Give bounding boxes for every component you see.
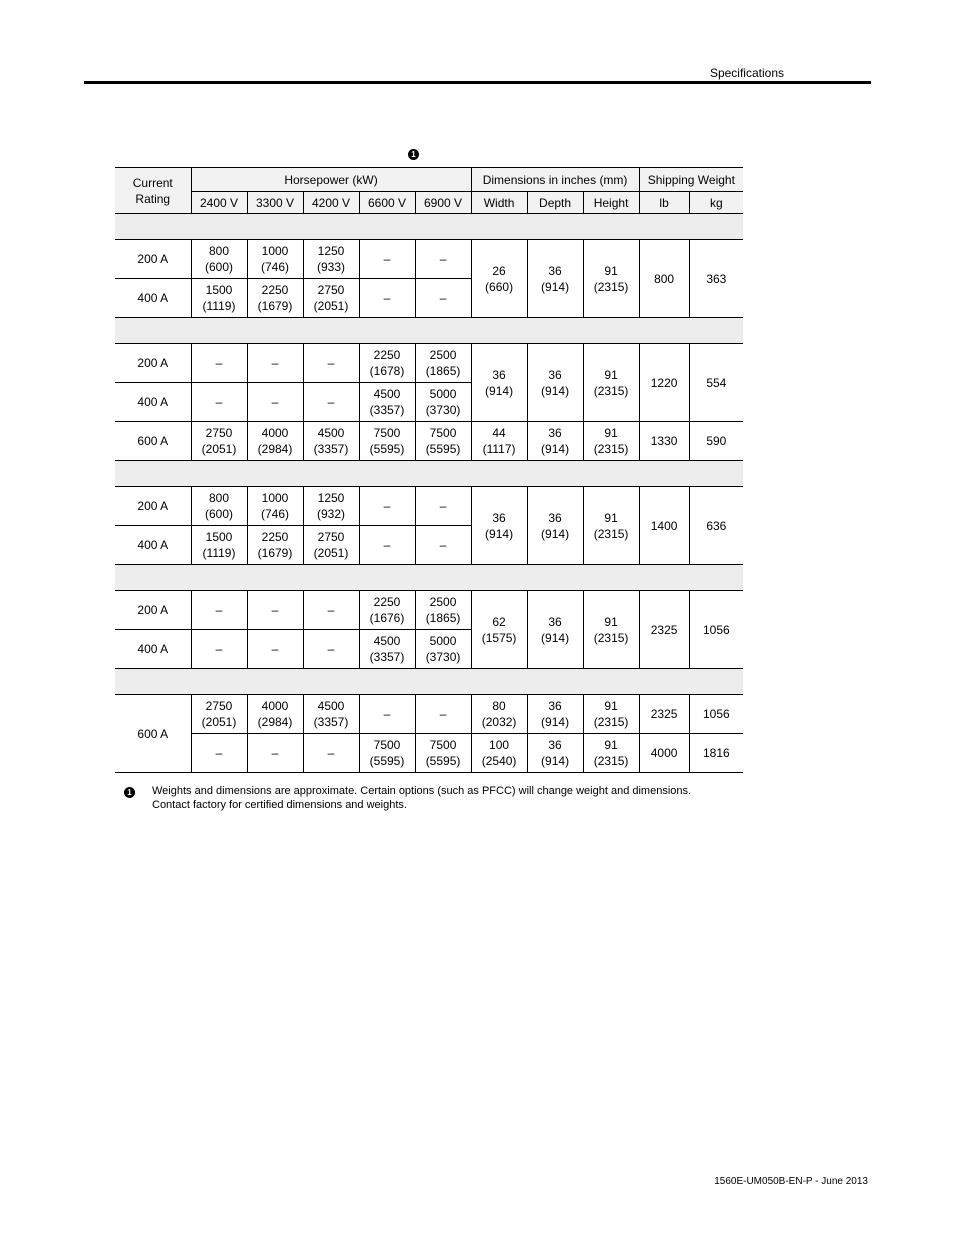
horsepower-cell: 5000 (3730) — [415, 383, 471, 422]
horsepower-cell: 1000 (746) — [247, 240, 303, 279]
lb-cell: 1400 — [639, 487, 689, 565]
width-cell: 80 (2032) — [471, 695, 527, 734]
width-cell: 36 (914) — [471, 344, 527, 422]
horsepower-cell: 2250 (1679) — [247, 526, 303, 565]
horsepower-cell: 7500 (5595) — [359, 734, 415, 773]
current-rating-cell: 200 A — [115, 240, 191, 279]
horsepower-cell: – — [247, 630, 303, 669]
height-cell: 91 (2315) — [583, 344, 639, 422]
voltage-header: 4200 V — [303, 192, 359, 214]
horsepower-cell: 1500 (1119) — [191, 279, 247, 318]
horsepower-cell: – — [191, 734, 247, 773]
horsepower-cell: 4500 (3357) — [303, 422, 359, 461]
horsepower-cell: 2500 (1865) — [415, 591, 471, 630]
horsepower-cell: 800 (600) — [191, 487, 247, 526]
header-row — [115, 168, 743, 192]
horsepower-cell: 1250 (932) — [303, 487, 359, 526]
horsepower-cell: – — [303, 344, 359, 383]
voltage-header: 3300 V — [247, 192, 303, 214]
current-rating-header: Current Rating — [115, 168, 191, 214]
dimension-header: Height — [583, 192, 639, 214]
horsepower-cell: 4500 (3357) — [359, 383, 415, 422]
horsepower-cell: – — [415, 240, 471, 279]
horsepower-cell: 2750 (2051) — [191, 695, 247, 734]
horsepower-cell: 2250 (1676) — [359, 591, 415, 630]
horsepower-cell: – — [191, 591, 247, 630]
horsepower-cell: 800 (600) — [191, 240, 247, 279]
kg-cell: 636 — [689, 487, 743, 565]
horsepower-cell: 1500 (1119) — [191, 526, 247, 565]
width-cell: 100 (2540) — [471, 734, 527, 773]
shipping-weight-header: Shipping Weight — [639, 168, 743, 192]
horsepower-cell: 2750 (2051) — [191, 422, 247, 461]
horsepower-cell: – — [191, 344, 247, 383]
horsepower-cell: 7500 (5595) — [359, 422, 415, 461]
header-rule — [84, 81, 871, 84]
horsepower-cell: 5000 (3730) — [415, 630, 471, 669]
height-cell: 91 (2315) — [583, 695, 639, 734]
dimension-header: Depth — [527, 192, 583, 214]
kg-cell: 1056 — [689, 591, 743, 669]
table-title-footnote-marker — [408, 148, 419, 160]
lb-cell: 1220 — [639, 344, 689, 422]
depth-cell: 36 (914) — [527, 344, 583, 422]
horsepower-cell: – — [303, 630, 359, 669]
footnote-line: Contact factory for certified dimensions and weights. — [152, 799, 407, 811]
current-rating-cell: 200 A — [115, 344, 191, 383]
horsepower-cell: – — [415, 526, 471, 565]
horsepower-cell: 7500 (5595) — [415, 734, 471, 773]
height-cell: 91 (2315) — [583, 240, 639, 318]
width-cell: 26 (660) — [471, 240, 527, 318]
horsepower-cell: – — [303, 591, 359, 630]
height-cell: 91 (2315) — [583, 422, 639, 461]
section-divider — [115, 214, 743, 240]
current-rating-cell: 400 A — [115, 630, 191, 669]
kg-cell: 590 — [689, 422, 743, 461]
height-cell: 91 (2315) — [583, 734, 639, 773]
current-rating-cell: 400 A — [115, 383, 191, 422]
section-divider-row — [115, 318, 743, 344]
depth-cell: 36 (914) — [527, 422, 583, 461]
horsepower-cell: – — [359, 487, 415, 526]
width-cell: 36 (914) — [471, 487, 527, 565]
table-row — [115, 695, 743, 734]
horsepower-cell: 4000 (2984) — [247, 422, 303, 461]
section-divider-row — [115, 461, 743, 487]
horsepower-header: Horsepower (kW) — [191, 168, 471, 192]
subheader-row — [115, 192, 743, 214]
horsepower-cell: – — [359, 526, 415, 565]
horsepower-cell: – — [415, 695, 471, 734]
table-row — [115, 422, 743, 461]
current-rating-cell: 200 A — [115, 591, 191, 630]
horsepower-cell: 2750 (2051) — [303, 526, 359, 565]
lb-cell: 2325 — [639, 695, 689, 734]
lb-cell: 2325 — [639, 591, 689, 669]
footnote-line: Weights and dimensions are approximate. Certain options (such as PFCC) will change weight and dimensions. — [152, 785, 692, 797]
footnote-marker-icon: 1 — [124, 787, 135, 798]
voltage-header: 2400 V — [191, 192, 247, 214]
table-row — [115, 344, 743, 383]
depth-cell: 36 (914) — [527, 734, 583, 773]
lb-cell: 4000 — [639, 734, 689, 773]
horsepower-cell: – — [247, 383, 303, 422]
horsepower-cell: – — [303, 734, 359, 773]
depth-cell: 36 (914) — [527, 591, 583, 669]
horsepower-cell: – — [359, 279, 415, 318]
table-row — [115, 240, 743, 279]
horsepower-cell: – — [415, 279, 471, 318]
current-rating-cell: 400 A — [115, 526, 191, 565]
depth-cell: 36 (914) — [527, 487, 583, 565]
horsepower-cell: 2250 (1679) — [247, 279, 303, 318]
horsepower-cell: 2750 (2051) — [303, 279, 359, 318]
horsepower-cell: – — [191, 383, 247, 422]
section-divider — [115, 565, 743, 591]
horsepower-cell: 4500 (3357) — [303, 695, 359, 734]
horsepower-cell: 2250 (1678) — [359, 344, 415, 383]
current-rating-cell: 600 A — [115, 422, 191, 461]
horsepower-cell: – — [359, 695, 415, 734]
kg-cell: 554 — [689, 344, 743, 422]
horsepower-cell: 4500 (3357) — [359, 630, 415, 669]
horsepower-cell: – — [191, 630, 247, 669]
depth-cell: 36 (914) — [527, 240, 583, 318]
horsepower-cell: – — [247, 734, 303, 773]
horsepower-cell: – — [247, 344, 303, 383]
section-divider-row — [115, 214, 743, 240]
kg-cell: 1816 — [689, 734, 743, 773]
voltage-header: 6600 V — [359, 192, 415, 214]
horsepower-cell: 1250 (933) — [303, 240, 359, 279]
table-row — [115, 591, 743, 630]
depth-cell: 36 (914) — [527, 695, 583, 734]
section-divider-row — [115, 565, 743, 591]
width-cell: 62 (1575) — [471, 591, 527, 669]
lb-cell: 800 — [639, 240, 689, 318]
height-cell: 91 (2315) — [583, 487, 639, 565]
weight-unit-header: kg — [689, 192, 743, 214]
horsepower-cell: 2500 (1865) — [415, 344, 471, 383]
height-cell: 91 (2315) — [583, 591, 639, 669]
horsepower-cell: 4000 (2984) — [247, 695, 303, 734]
running-header: Specifications — [709, 66, 784, 80]
specifications-table — [115, 167, 743, 773]
table-footnote — [124, 784, 744, 812]
horsepower-cell: 1000 (746) — [247, 487, 303, 526]
weight-unit-header: lb — [639, 192, 689, 214]
kg-cell: 363 — [689, 240, 743, 318]
section-divider — [115, 318, 743, 344]
horsepower-cell: 7500 (5595) — [415, 422, 471, 461]
section-divider-row — [115, 669, 743, 695]
current-rating-cell: 600 A — [115, 695, 191, 773]
current-rating-cell: 200 A — [115, 487, 191, 526]
section-divider — [115, 461, 743, 487]
page-footer: 1560E-UM050B-EN-P - June 2013 — [714, 1176, 868, 1187]
table-row — [115, 487, 743, 526]
footnote-marker-icon: 1 — [408, 149, 419, 160]
lb-cell: 1330 — [639, 422, 689, 461]
horsepower-cell: – — [247, 591, 303, 630]
width-cell: 44 (1117) — [471, 422, 527, 461]
dimensions-header: Dimensions in inches (mm) — [471, 168, 639, 192]
horsepower-cell: – — [303, 383, 359, 422]
horsepower-cell: – — [359, 240, 415, 279]
kg-cell: 1056 — [689, 695, 743, 734]
voltage-header: 6900 V — [415, 192, 471, 214]
horsepower-cell: – — [415, 487, 471, 526]
current-rating-cell: 400 A — [115, 279, 191, 318]
table-row — [115, 734, 743, 773]
section-divider — [115, 669, 743, 695]
dimension-header: Width — [471, 192, 527, 214]
